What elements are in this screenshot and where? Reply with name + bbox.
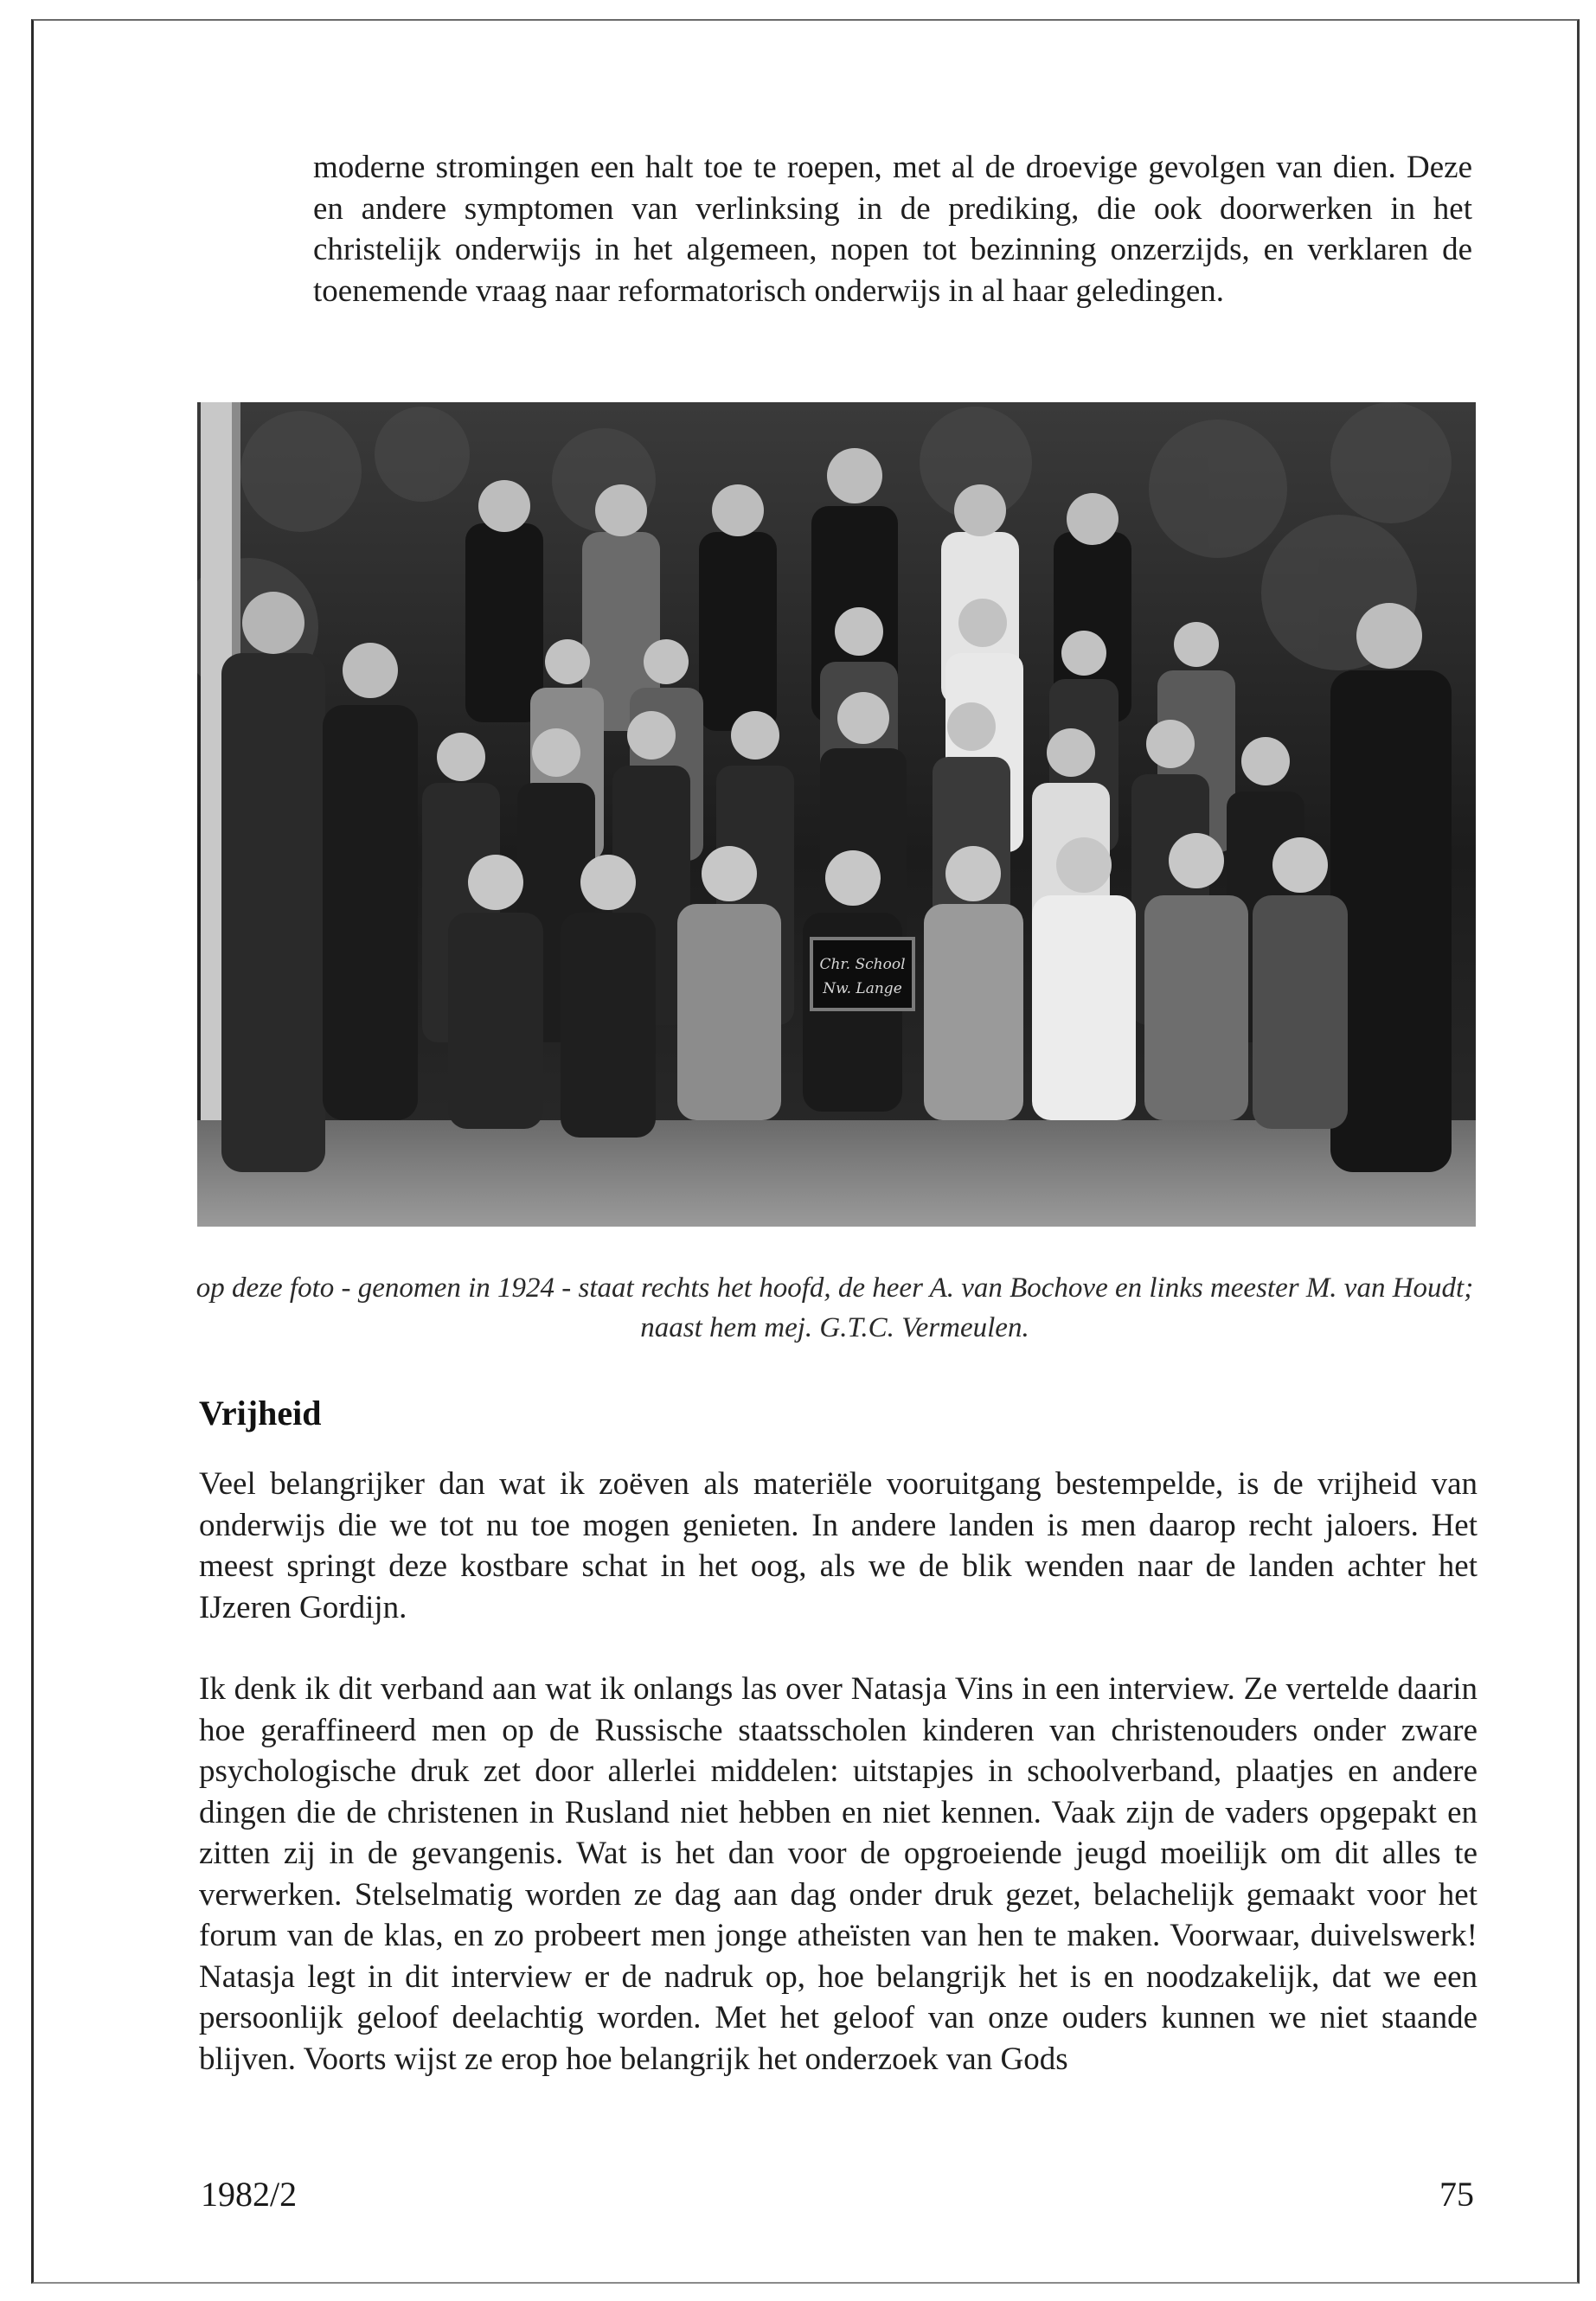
section-heading: Vrijheid xyxy=(199,1394,322,1433)
school-slate xyxy=(811,939,913,1009)
issue-number: 1982/2 xyxy=(201,2175,298,2214)
class-photo-1924 xyxy=(197,402,1476,1227)
slate-text-1: Chr. School xyxy=(819,956,906,973)
intro-paragraph: moderne stromingen een halt toe te roepen, met al de droevige gevolgen van dien. Deze en andere symptomen van verlinksing in de prediking, die ook doorwerken in het christelijk onderwijs in het algemeen, nopen tot bezinning onzerzijds, en verklaren de toenemende vraag naar reformatorisch onderwijs in al haar geledingen. xyxy=(313,150,1472,309)
page-number: 75 xyxy=(1439,2175,1474,2214)
photo-caption: op deze foto - genomen in 1924 - staat rechts het hoofd, de heer A. van Bochove en links meester M. van Houdt; naast hem mej. G.T.C. Vermeulen. xyxy=(195,1272,1474,1343)
slate-text-2: Nw. Lange xyxy=(823,980,902,997)
body-paragraph-1: Veel belangrijker dan wat ik zoëven als materiële vooruitgang bestempelde, is de vrijheid van onderwijs die we tot nu toe mogen genieten. In andere landen is men daarop recht jaloers. Het meest springt deze kostbare schat in het oog, als we de blik wenden naar de landen achter het IJzeren Gordijn. xyxy=(199,1466,1477,1625)
body-paragraph-2: Ik denk ik dit verband aan wat ik onlangs las over Natasja Vins in een interview. Ze vertelde daarin hoe geraffineerd men op de Russische staatsscholen kinderen van christenouders onder zware psychologische druk zet door allerlei middelen: uitstapjes in schoolverband, plaatjes en andere dingen die de christenen in Rusland niet hebben en niet kennen. Vaak zijn de vaders opgepakt en zitten zij in de gevangenis. Wat is het dan voor de opgroeiende jeugd moeilijk om dit alles te verwerken. Stelselmatig worden ze dag aan dag onder druk gezet, belachelijk gemaakt voor het forum van de klas, en zo probeert men jonge atheïsten van hen te maken. Voorwaar, duivelswerk! Natasja legt in dit interview er de nadruk op, hoe belangrijk het is en noodzakelijk, dat we een persoonlijk geloof deelachtig worden. Met het geloof van onze ouders kunnen we niet staande blijven. Voorts wijst ze erop hoe belangrijk het onderzoek van Gods xyxy=(199,1671,1477,2077)
